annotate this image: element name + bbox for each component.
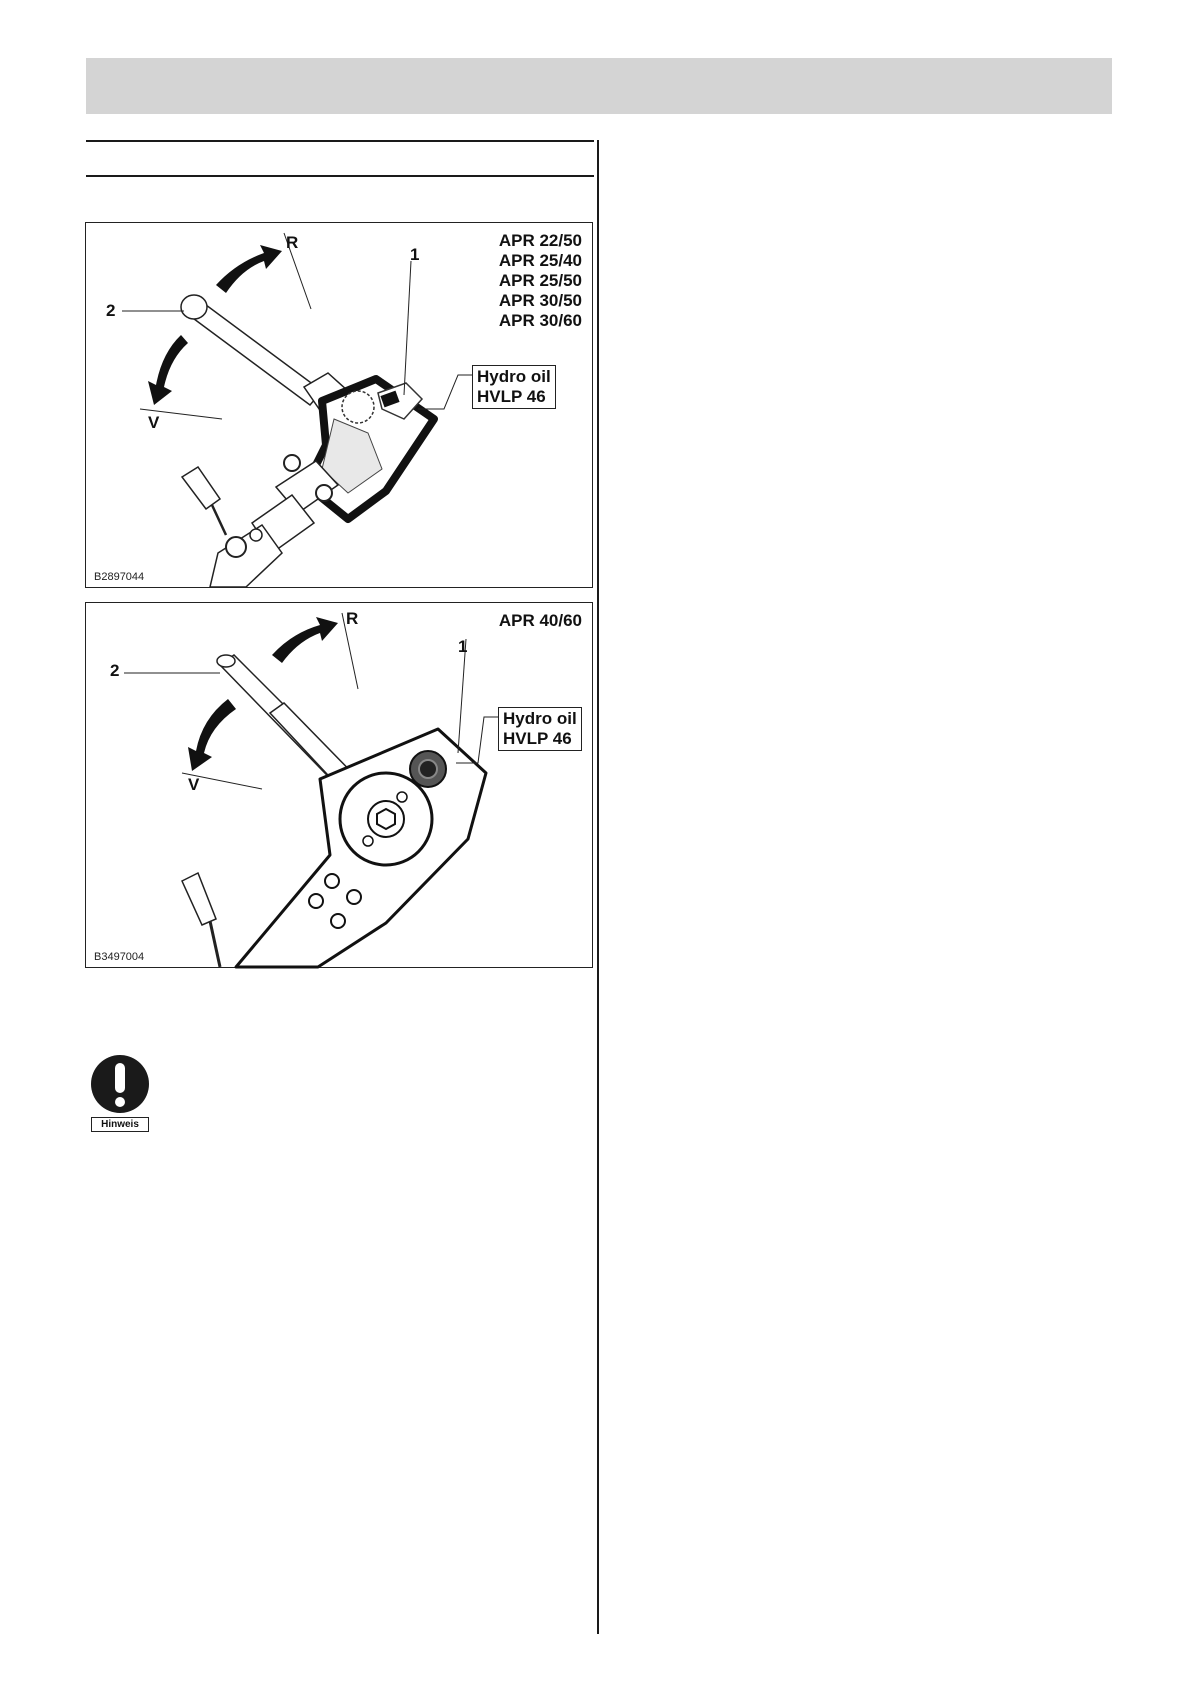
notice-label: Hinweis <box>91 1117 149 1132</box>
oil-type: Hydro oil <box>503 709 577 728</box>
rotate-forward-arrow-icon <box>188 699 236 771</box>
column-divider <box>597 140 599 1634</box>
oil-grade: HVLP 46 <box>477 387 546 406</box>
callout-1: 1 <box>458 637 468 656</box>
header-band <box>86 58 1112 114</box>
model-label: APR 40/60 <box>498 611 582 630</box>
exclamation-icon <box>91 1055 149 1113</box>
figure-id: B2897044 <box>94 571 145 583</box>
model-list <box>499 231 582 331</box>
rotate-forward-arrow-icon <box>148 335 188 405</box>
oil-type: Hydro oil <box>477 367 551 386</box>
direction-r-label: R <box>286 233 299 252</box>
oil-spec-label <box>472 365 556 409</box>
callout-2: 2 <box>106 301 116 320</box>
oil-grade: HVLP 46 <box>503 729 572 748</box>
model-label: APR 25/40 <box>498 251 582 270</box>
oil-spec-label <box>498 707 582 751</box>
direction-v-label: V <box>188 775 200 794</box>
rotate-back-arrow-icon <box>216 245 282 293</box>
pump-lever-illustration-2 <box>86 603 594 969</box>
figure-pump-lever-1 <box>85 222 593 588</box>
notice-symbol <box>91 1055 149 1132</box>
direction-r-label: R <box>346 609 359 628</box>
callout-1: 1 <box>410 245 420 264</box>
model-list <box>499 611 582 631</box>
figure-id: B3497004 <box>94 951 145 963</box>
rotate-back-arrow-icon <box>272 617 338 663</box>
model-label: APR 30/50 <box>498 291 582 310</box>
figure-pump-lever-2 <box>85 602 593 968</box>
model-label: APR 30/60 <box>498 311 582 330</box>
callout-2: 2 <box>110 661 120 680</box>
section-rule-top <box>86 140 594 142</box>
model-label: APR 22/50 <box>498 231 582 250</box>
direction-v-label: V <box>148 413 160 432</box>
section-rule-bottom <box>86 175 594 177</box>
model-label: APR 25/50 <box>498 271 582 290</box>
